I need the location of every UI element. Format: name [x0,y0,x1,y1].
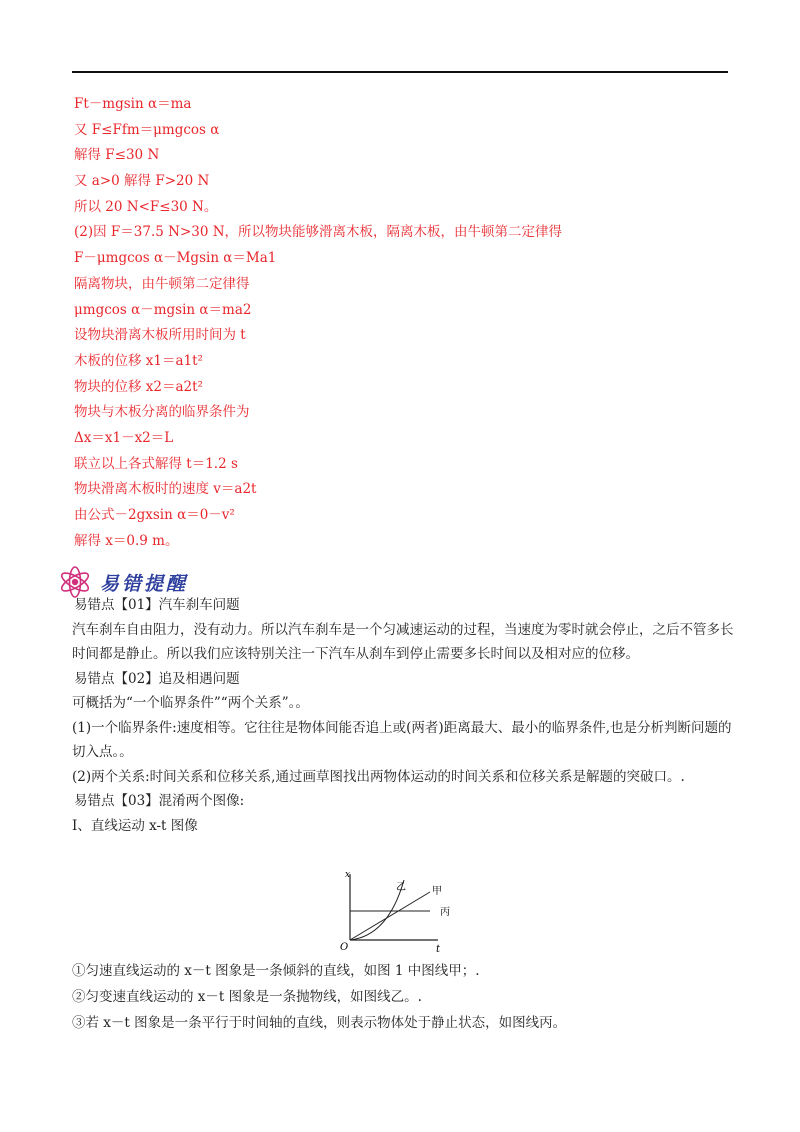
label-yi: 乙 [396,882,406,893]
label-bing: 丙 [440,907,450,918]
note-line: ③若 x－t 图象是一条平行于时间轴的直线，则表示物体处于静止状态，如图线丙。 [72,1015,567,1031]
solution-line: 物块与木板分离的临界条件为 [74,404,250,421]
y-axis-label: x [345,870,351,880]
solution-line: 所以 20 N<F≤30 N。 [74,198,218,215]
solution-line: 设物块滑离木板所用时间为 t [74,327,246,344]
tip-heading-02: 易错点【02】追及相遇问题 [74,670,240,687]
solution-line: F－μmgcos α－Mgsin α＝Ma1 [74,250,277,267]
solution-line: 解得 F≤30 N [74,147,160,164]
header-rule [72,71,728,73]
paragraph: Ⅰ、直线运动 x-t 图像 [72,817,198,834]
tips-body [72,593,736,838]
x-axis-label: t [436,944,441,955]
note-line: ①匀速直线运动的 x－t 图象是一条倾斜的直线，如图 1 中图线甲；. [72,963,480,979]
solution-line: 物块滑离木板时的速度 v＝a2t [74,481,257,498]
solution-line: Δx＝x1－x2＝L [74,429,174,446]
section-title: 易错提醒 [100,572,189,595]
tip-heading-01: 易错点【01】汽车刹车问题 [74,597,240,613]
solution-line: 联立以上各式解得 t＝1.2 s [74,455,238,472]
label-jia: 甲 [432,886,442,897]
solution-line: 物块的位移 x2＝a2t² [74,378,203,395]
origin-label: O [340,942,349,953]
paragraph: 可概括为“一个临界条件”“两个关系”。。 [72,695,309,711]
solution-line: 又 F≤Ffm＝μmgcos α [74,121,220,138]
solution-line: (2)因 F＝37.5 N>30 N，所以物块能够滑离木板，隔离木板，由牛顿第二定律得 [74,224,563,241]
solution-line: 木板的位移 x1＝a1t² [74,352,203,369]
solution-line: 隔离物块，由牛顿第二定律得 [74,275,250,292]
paragraph: 汽车刹车自由阻力，没有动力。所以汽车刹车是一个匀减速运动的过程，当速度为零时就会停止，之后不管多长时间都是静止。所以我们应该特别关注一下汽车从刹车到停止需要多长时间以及相对应的位移。 [72,621,734,662]
solution-line: 又 a>0 解得 F>20 N [74,173,210,190]
paragraph: (1)一个临界条件:速度相等。它往往是物体间能否追上或(两者)距离最大、最小的临界条件,也是分析判断问题的切入点。。 [72,719,732,760]
solution-block [74,92,734,554]
solution-line: Ft－mgsin α＝ma [74,96,192,112]
note-line: ②匀变速直线运动的 x－t 图象是一条抛物线，如图线乙。. [72,989,422,1005]
solution-line: 由公式－2gxsin α＝0－v² [74,507,235,523]
line-jia [350,892,430,940]
solution-line: μmgcos α－mgsin α＝ma2 [74,301,252,318]
tip-heading-03: 易错点【03】混淆两个图像: [74,793,245,809]
solution-line: 解得 x＝0.9 m。 [74,532,179,549]
xt-graph [336,866,466,956]
graph-notes [72,958,736,1036]
paragraph: (2)两个关系:时间关系和位移关系,通过画草图找出两物体运动的时间关系和位移关系是解题的突破口。. [72,768,685,785]
